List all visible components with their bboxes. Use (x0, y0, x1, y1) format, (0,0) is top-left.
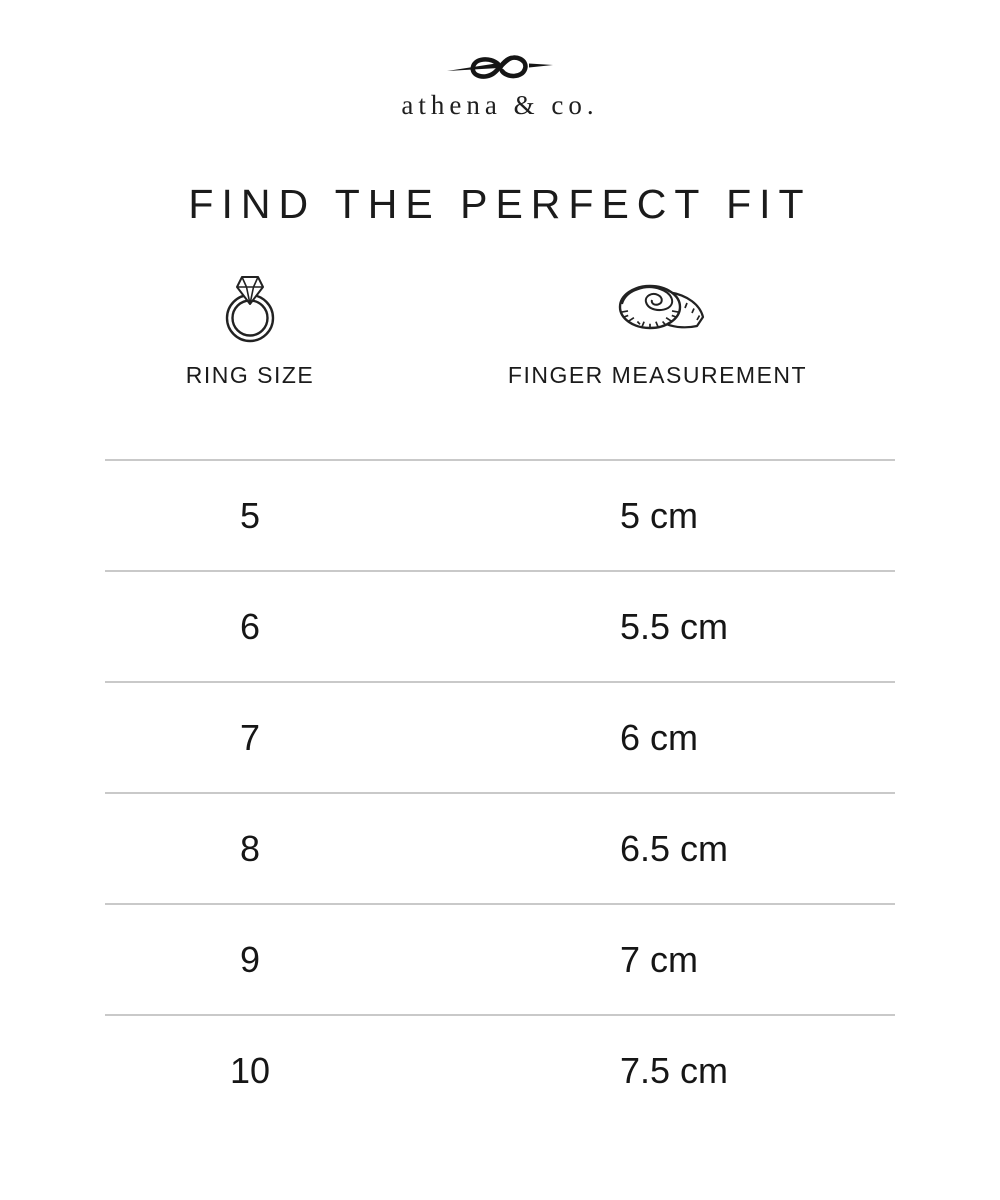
measuring-tape-icon (608, 280, 708, 344)
finger-measurement-cell: 5.5 cm (620, 605, 729, 647)
table-row (105, 792, 895, 903)
finger-measurement-header (395, 278, 895, 389)
table-row (105, 903, 895, 1014)
table-row (105, 681, 895, 792)
ring-size-cell: 5 (239, 494, 261, 536)
infinity-knot-icon (445, 46, 555, 86)
ring-size-cell: 7 (239, 716, 261, 758)
table-row (105, 1014, 895, 1125)
ring-size-cell: 6 (239, 605, 261, 647)
size-table-body (105, 459, 895, 1125)
brand-name: athena & co. (401, 90, 599, 120)
ring-size-label: RING SIZE (185, 362, 315, 389)
page-title: FIND THE PERFECT FIT (188, 181, 812, 227)
table-column-headers (105, 278, 895, 389)
ring-size-cell: 10 (229, 1049, 271, 1091)
table-row (105, 459, 895, 570)
finger-measurement-cell: 5 cm (620, 494, 699, 536)
finger-measurement-cell: 6 cm (620, 716, 699, 758)
diamond-ring-icon (217, 274, 283, 344)
table-row (105, 570, 895, 681)
brand-header (0, 0, 1000, 121)
finger-measurement-cell: 6.5 cm (620, 827, 729, 869)
ring-size-header (105, 278, 395, 389)
finger-measurement-cell: 7.5 cm (620, 1049, 729, 1091)
ring-size-cell: 9 (239, 938, 261, 980)
ring-size-cell: 8 (239, 827, 261, 869)
finger-measurement-label: FINGER MEASUREMENT (507, 362, 808, 389)
finger-measurement-cell: 7 cm (620, 938, 699, 980)
